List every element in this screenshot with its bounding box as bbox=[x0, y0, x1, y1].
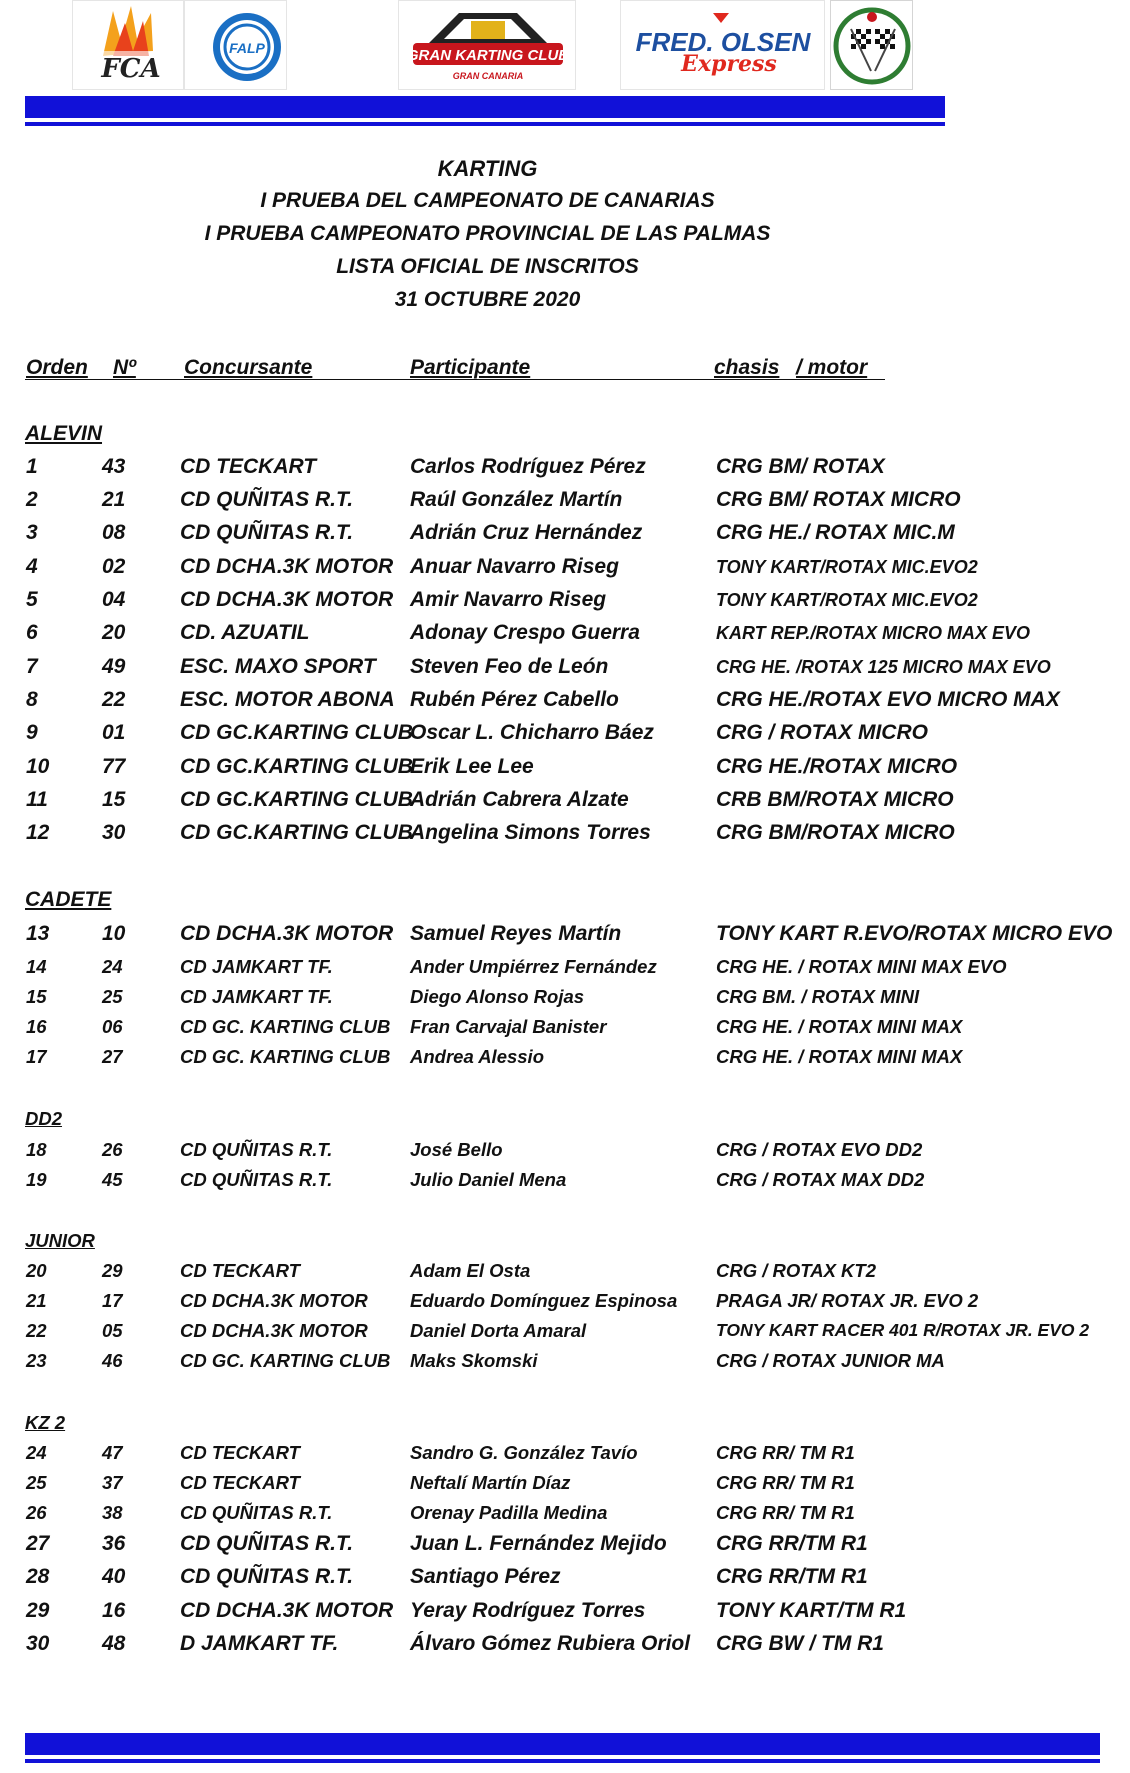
concursante: CD QUÑITAS R.T. bbox=[180, 1502, 333, 1523]
participante: Adrián Cabrera Alzate bbox=[410, 788, 629, 811]
concursante: CD QUÑITAS R.T. bbox=[180, 1532, 354, 1555]
chasis-motor: CRG HE. /ROTAX 125 MICRO MAX EVO bbox=[716, 657, 1051, 677]
chasis-motor: CRG BW / TM R1 bbox=[716, 1632, 884, 1655]
column-chasis: chasis bbox=[714, 356, 780, 379]
kart-number: 15 bbox=[102, 788, 126, 811]
category-cadete: CADETE bbox=[25, 888, 112, 911]
kart-number: 45 bbox=[102, 1169, 123, 1190]
kart-number: 38 bbox=[102, 1502, 123, 1523]
kart-number: 17 bbox=[102, 1290, 123, 1311]
header-title-karting: KARTING bbox=[437, 156, 538, 181]
participante: Juan L. Fernández Mejido bbox=[410, 1532, 667, 1555]
chasis-motor: CRG BM/ ROTAX bbox=[716, 455, 885, 478]
concursante: CD DCHA.3K MOTOR bbox=[180, 1320, 368, 1341]
participante: Julio Daniel Mena bbox=[410, 1169, 567, 1190]
orden: 16 bbox=[26, 1016, 47, 1037]
participante: Andrea Alessio bbox=[410, 1046, 544, 1067]
orden: 15 bbox=[26, 986, 47, 1007]
chasis-motor: TONY KART/ROTAX MIC.EVO2 bbox=[716, 590, 978, 610]
header-date: 31 OCTUBRE 2020 bbox=[394, 288, 581, 311]
orden: 2 bbox=[26, 488, 38, 511]
chasis-motor: CRG BM/ROTAX MICRO bbox=[716, 821, 955, 844]
kart-number: 26 bbox=[102, 1139, 123, 1160]
orden: 3 bbox=[26, 521, 38, 544]
concursante: CD DCHA.3K MOTOR bbox=[180, 1290, 368, 1311]
participante: Adonay Crespo Guerra bbox=[410, 621, 640, 644]
participante: Raúl González Martín bbox=[410, 488, 623, 511]
column-concursante: Concursante bbox=[184, 356, 313, 379]
concursante: CD GC.KARTING CLUB bbox=[180, 755, 413, 778]
orden: 28 bbox=[26, 1565, 50, 1588]
fred-olsen-logo-main: FRED. OLSEN bbox=[635, 27, 811, 57]
orden: 12 bbox=[26, 821, 50, 844]
chasis-motor: CRG RR/ TM R1 bbox=[716, 1442, 855, 1463]
participante: Adam El Osta bbox=[410, 1260, 531, 1281]
chasis-motor: CRG / ROTAX MICRO bbox=[716, 721, 928, 744]
concursante: CD QUÑITAS R.T. bbox=[180, 1565, 354, 1588]
fred-olsen-logo bbox=[620, 0, 825, 90]
concursante: CD DCHA.3K MOTOR bbox=[180, 1599, 394, 1622]
chasis-motor: KART REP./ROTAX MICRO MAX EVO bbox=[716, 623, 1031, 643]
kart-number: 01 bbox=[102, 721, 126, 744]
participante: Ander Umpiérrez Fernández bbox=[410, 956, 657, 977]
orden: 11 bbox=[26, 788, 48, 811]
kart-number: 25 bbox=[102, 986, 123, 1007]
participante: Erik Lee Lee bbox=[410, 755, 534, 778]
kart-number: 36 bbox=[102, 1532, 126, 1555]
concursante: CD TECKART bbox=[180, 1472, 300, 1493]
orden: 19 bbox=[26, 1169, 47, 1190]
concursante: D JAMKART TF. bbox=[180, 1632, 339, 1655]
chasis-motor: CRG RR/ TM R1 bbox=[716, 1472, 855, 1493]
orden: 27 bbox=[26, 1532, 50, 1555]
chasis-motor: CRG HE. / ROTAX MINI MAX bbox=[716, 1046, 963, 1067]
kart-number: 10 bbox=[102, 922, 126, 945]
concursante: CD GC.KARTING CLUB bbox=[180, 788, 413, 811]
participante: Rubén Pérez Cabello bbox=[410, 688, 619, 711]
orden: 9 bbox=[26, 721, 38, 744]
category-dd2: DD2 bbox=[25, 1108, 63, 1129]
orden: 30 bbox=[26, 1632, 50, 1655]
fca-logo bbox=[72, 0, 184, 90]
chasis-motor: CRG BM/ ROTAX MICRO bbox=[716, 488, 961, 511]
column-numero: Nº bbox=[113, 356, 136, 379]
concursante: CD TECKART bbox=[180, 1260, 300, 1281]
concursante: CD QUÑITAS R.T. bbox=[180, 1139, 333, 1160]
concursante: CD QUÑITAS R.T. bbox=[180, 1169, 333, 1190]
kart-number: 20 bbox=[102, 621, 126, 644]
participante: Orenay Padilla Medina bbox=[410, 1502, 608, 1523]
fred-olsen-logo-sub: Express bbox=[681, 51, 777, 77]
chasis-motor: CRG / ROTAX KT2 bbox=[716, 1260, 876, 1281]
concursante: CD JAMKART TF. bbox=[180, 956, 333, 977]
orden: 18 bbox=[26, 1139, 47, 1160]
concursante: CD GC. KARTING CLUB bbox=[180, 1016, 391, 1037]
orden: 10 bbox=[26, 755, 50, 778]
participante: Anuar Navarro Riseg bbox=[410, 555, 619, 578]
orden: 25 bbox=[26, 1472, 47, 1493]
orden: 21 bbox=[26, 1290, 47, 1311]
kart-number: 27 bbox=[102, 1046, 123, 1067]
kart-number: 30 bbox=[102, 821, 126, 844]
participante: Yeray Rodríguez Torres bbox=[410, 1599, 646, 1622]
kart-number: 46 bbox=[102, 1350, 123, 1371]
chasis-motor: TONY KART RACER 401 R/ROTAX JR. EVO 2 bbox=[716, 1320, 1090, 1340]
orden: 13 bbox=[26, 922, 50, 945]
kart-number: 04 bbox=[102, 588, 126, 611]
participante: Santiago Pérez bbox=[410, 1565, 561, 1588]
chasis-motor: CRG RR/TM R1 bbox=[716, 1532, 868, 1555]
category-kz2: KZ 2 bbox=[25, 1412, 66, 1433]
kart-number: 47 bbox=[102, 1442, 123, 1463]
concursante: CD DCHA.3K MOTOR bbox=[180, 555, 394, 578]
kart-number: 48 bbox=[102, 1632, 126, 1655]
kart-number: 37 bbox=[102, 1472, 123, 1493]
orden: 1 bbox=[26, 455, 38, 478]
kart-number: 02 bbox=[102, 555, 126, 578]
participante: Álvaro Gómez Rubiera Oriol bbox=[410, 1632, 691, 1655]
kart-number: 21 bbox=[102, 488, 126, 511]
kart-number: 77 bbox=[102, 755, 126, 778]
chasis-motor: TONY KART/TM R1 bbox=[716, 1599, 907, 1622]
participante: Angelina Simons Torres bbox=[410, 821, 651, 844]
fca-logo-text: FCA bbox=[101, 54, 161, 84]
kart-number: 29 bbox=[102, 1260, 123, 1281]
chasis-motor: CRG HE./ ROTAX MIC.M bbox=[716, 521, 955, 544]
concursante: CD TECKART bbox=[180, 455, 317, 478]
chasis-motor: CRG HE./ROTAX MICRO bbox=[716, 755, 958, 778]
participante: Oscar L. Chicharro Báez bbox=[410, 721, 654, 744]
kart-number: 16 bbox=[102, 1599, 126, 1622]
participante: Steven Feo de León bbox=[410, 655, 609, 678]
concursante: CD JAMKART TF. bbox=[180, 986, 333, 1007]
kart-number: 05 bbox=[102, 1320, 123, 1341]
concursante: CD TECKART bbox=[180, 1442, 300, 1463]
chasis-motor: CRG HE. / ROTAX MINI MAX EVO bbox=[716, 956, 1007, 977]
orden: 22 bbox=[26, 1320, 47, 1341]
orden: 8 bbox=[26, 688, 38, 711]
kart-number: 43 bbox=[102, 455, 126, 478]
concursante: CD DCHA.3K MOTOR bbox=[180, 922, 394, 945]
participante: Sandro G. González Tavío bbox=[410, 1442, 638, 1463]
orden: 14 bbox=[26, 956, 47, 977]
participante: Adrián Cruz Hernández bbox=[410, 521, 643, 544]
concursante: ESC. MAXO SPORT bbox=[180, 655, 376, 678]
participante: Daniel Dorta Amaral bbox=[410, 1320, 587, 1341]
header-lista-oficial: LISTA OFICIAL DE INSCRITOS bbox=[336, 255, 639, 278]
kart-number: 49 bbox=[102, 655, 126, 678]
header-campeonato-provincial: I PRUEBA CAMPEONATO PROVINCIAL DE LAS PALMAS bbox=[204, 222, 771, 245]
orden: 4 bbox=[26, 555, 38, 578]
participante: Neftalí Martín Díaz bbox=[410, 1472, 571, 1493]
participante: Carlos Rodríguez Pérez bbox=[410, 455, 646, 478]
concursante: CD GC.KARTING CLUB bbox=[180, 821, 413, 844]
participante: Samuel Reyes Martín bbox=[410, 922, 622, 945]
kart-number: 24 bbox=[102, 956, 123, 977]
column-participante: Participante bbox=[410, 356, 531, 379]
category-alevin: ALEVIN bbox=[25, 422, 103, 445]
chasis-motor: TONY KART/ROTAX MIC.EVO2 bbox=[716, 557, 978, 577]
falp-logo bbox=[184, 0, 287, 90]
falp-logo-text: FALP bbox=[229, 40, 265, 56]
orden: 17 bbox=[26, 1046, 47, 1067]
bottom-blue-band bbox=[25, 1733, 1100, 1759]
concursante: CD GC. KARTING CLUB bbox=[180, 1350, 391, 1371]
header-campeonato-canarias: I PRUEBA DEL CAMPEONATO DE CANARIAS bbox=[260, 189, 715, 212]
gkc-logo-sub-text: GRAN CANARIA bbox=[452, 71, 524, 81]
concursante: CD DCHA.3K MOTOR bbox=[180, 588, 394, 611]
concursante: ESC. MOTOR ABONA bbox=[180, 688, 395, 711]
kart-number: 08 bbox=[102, 521, 126, 544]
orden: 20 bbox=[26, 1260, 47, 1281]
kart-number: 22 bbox=[102, 688, 126, 711]
chasis-motor: CRG RR/ TM R1 bbox=[716, 1502, 855, 1523]
top-blue-band bbox=[25, 96, 945, 122]
chasis-motor: CRG / ROTAX MAX DD2 bbox=[716, 1169, 925, 1190]
orden: 6 bbox=[26, 621, 38, 644]
chasis-motor: TONY KART R.EVO/ROTAX MICRO EVO bbox=[716, 922, 1113, 945]
orden: 26 bbox=[26, 1502, 47, 1523]
concursante: CD GC.KARTING CLUB bbox=[180, 721, 413, 744]
gran-karting-club-logo bbox=[398, 0, 576, 90]
category-junior: JUNIOR bbox=[25, 1230, 95, 1251]
chasis-motor: CRG HE./ROTAX EVO MICRO MAX bbox=[716, 688, 1060, 711]
chasis-motor: CRG HE. / ROTAX MINI MAX bbox=[716, 1016, 963, 1037]
orden: 24 bbox=[26, 1442, 47, 1463]
participante: Amir Navarro Riseg bbox=[410, 588, 607, 611]
orden: 29 bbox=[26, 1599, 50, 1622]
chasis-motor: CRB BM/ROTAX MICRO bbox=[716, 788, 954, 811]
column-orden: Orden bbox=[26, 356, 88, 379]
kart-number: 06 bbox=[102, 1016, 123, 1037]
chasis-motor: CRG RR/TM R1 bbox=[716, 1565, 868, 1588]
participante: Fran Carvajal Banister bbox=[410, 1016, 607, 1037]
chasis-motor: CRG BM. / ROTAX MINI bbox=[716, 986, 920, 1007]
kart-number: 40 bbox=[102, 1565, 126, 1588]
chasis-motor: PRAGA JR/ ROTAX JR. EVO 2 bbox=[716, 1290, 979, 1311]
orden: 23 bbox=[26, 1350, 47, 1371]
concursante: CD GC. KARTING CLUB bbox=[180, 1046, 391, 1067]
orden: 7 bbox=[26, 655, 38, 678]
participante: José Bello bbox=[410, 1139, 503, 1160]
concursante: CD QUÑITAS R.T. bbox=[180, 488, 354, 511]
gkc-logo-main-text: GRAN KARTING CLUB bbox=[406, 47, 570, 64]
participante: Diego Alonso Rojas bbox=[410, 986, 585, 1007]
concursante: CD. AZUATIL bbox=[180, 621, 310, 644]
column-motor: / motor bbox=[796, 356, 868, 379]
participante: Maks Skomski bbox=[410, 1350, 538, 1371]
concursante: CD QUÑITAS R.T. bbox=[180, 521, 354, 544]
chasis-motor: CRG / ROTAX EVO DD2 bbox=[716, 1139, 923, 1160]
participante: Eduardo Domínguez Espinosa bbox=[410, 1290, 678, 1311]
checkered-flag-logo bbox=[830, 0, 913, 90]
chasis-motor: CRG / ROTAX JUNIOR MA bbox=[716, 1350, 945, 1371]
orden: 5 bbox=[26, 588, 38, 611]
